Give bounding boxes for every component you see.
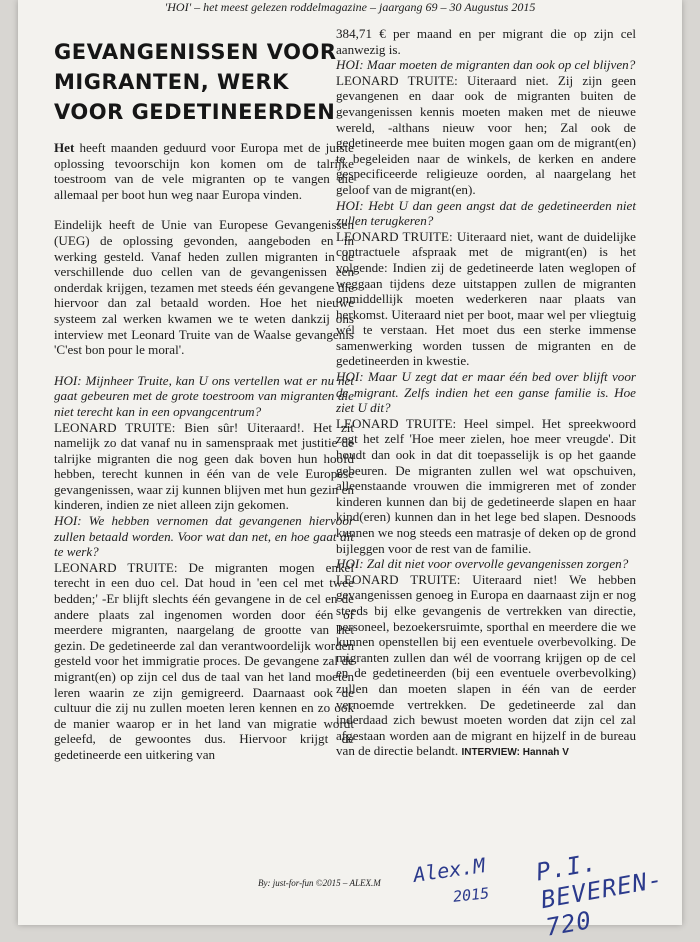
footer-byline: By: just-for-fun ©2015 – ALEX.M: [258, 878, 381, 888]
answer-4: LEONARD TRUITE: Uiteraard niet, want de duidelijke contractuele afspraak met de migrant(en) is het volgende: Indien zij de gedetineerde laten weglopen of weggaan tijdens deze uitstappen zullen de migranten onmiddellijk moeten wederkeren naar plaats van herkomst. Uiteraard niet per boot, maar wel per vliegtuig wél te verstaan. Het moet dus een sterke immense samenwerking worden tussen de migranten en de gedetineerden in kwestie.: [336, 228, 636, 369]
interview-credit: INTERVIEW: Hannah V: [461, 747, 569, 759]
magazine-page: [18, 0, 682, 942]
answer-2: LEONARD TRUITE: De migranten mogen enkel terecht in een duo cel. Dat houd in 'een cel met twee bedden;' -Er blijft slechts één gevangene in de cel en de andere plaats zal ingenomen worden door één of meerdere migranten, naargelang de grootte van het gezin. De gedetineerde zal dan verantwoordelijk worden gesteld voor het immigratie proces. De gevangene zal de migrant(en) op zijn cel dus de taal van het land moeten leren waarin ze zijn gemigreerd. Daarnaast ook de cultuur die zij nu zullen moeten leren kennen en zo ook de manier waarop er in het land van migratie wordt geleefd, de gewoontes dus. Hiervoor krijgt de gedetineerde een uitkering van: [54, 559, 354, 762]
continuation: 384,71 € per maand en per migrant die op zijn cel aanwezig is.: [336, 26, 636, 57]
masthead: 'HOI' – het meest gelezen roddelmagazine – jaargang 69 – 30 Augustus 2015: [164, 0, 536, 14]
headline: GEVANGENISSEN VOOR MIGRANTEN, WERK VOOR GEDETINEERDEN: [54, 40, 337, 124]
paragraph-2: Eindelijk heeft de Unie van Europese Gevangenissen (UEG) de oplossing gevonden, aangeboden en in werking gesteld. Vanaf heden zullen migranten in de verschillende duo cellen van de gevangenissen een onderdak krijgen, tezamen met steeds één gevangene die hiervoor dan zal betaald worden. Hoe het nieuwe systeem zal werken kwamen we te weten dankzij ons interview met Leonard Truite van de Waalse gevangenis 'C'est bon pour le moral'.: [54, 217, 354, 358]
left-column: [54, 140, 354, 763]
handwritten-tag: P.I. BEVEREN-720: [533, 848, 666, 942]
question-2: HOI: We hebben vernomen dat gevangenen hiervoor zullen betaald worden. Voor wat dan net, en hoe gaat dit te werk?: [54, 513, 354, 560]
question-1: HOI: Mijnheer Truite, kan U ons vertellen wat er nu net gaat gebeuren met de grote toestroom van migranten die niet terecht kan in een opvangcentrum?: [54, 372, 354, 419]
intro-lead: Het: [54, 140, 75, 155]
answer-1: LEONARD TRUITE: Bien sûr! Uiteraard!. Het zit namelijk zo dat vanaf nu in samenspraak met justitie de talrijke migranten die nog geen dak boven hun hoofd hebben, terecht kunnen in één van de vele Europese gevangenissen, waar zij kunnen blijven met hun gezin en kinderen, indien ze niet alleen zijn gekomen.: [54, 419, 354, 513]
handwritten-signature: Alex.M: [411, 853, 487, 887]
answer-3: LEONARD TRUITE: Uiteraard niet. Zij zijn geen gevangenen en daar ook de migranten buiten de gevangenissen kennis moeten maken met de nieuwe wereld, -althans nieuw voor hen; Zal ook de gedetineerde mee buiten mogen gaan om de migrant(en) te begeleiden naar de winkels, de kerken en andere gespecificeerde religieuze oorden, al naargelang het geloof van de migrant(en).: [336, 72, 636, 197]
handwritten-year: 2015: [452, 884, 490, 906]
intro-rest: heeft maanden geduurd voor Europa met de juiste oplossing tevoorschijn kon komen om de talrijke toestroom van de vele migranten op te vangen die allemaal per boot hun weg naar Europa vinden.: [54, 140, 354, 202]
intro-paragraph: [54, 140, 354, 202]
question-4: HOI: Hebt U dan geen angst dat de gedetineerden niet zullen terugkeren?: [336, 197, 636, 229]
answer-5: LEONARD TRUITE: Heel simpel. Het spreekwoord zegt het zelf 'Hoe meer zielen, hoe meer vreugde'. Dit houdt dan ook in dat dit toepasselijk is op het gaande gebeuren. De migranten zullen wel wat opschuiven, alleenstaande vrouwen die immigreren met of zonder kinderen kunnen dan bij de gedetineerde slapen en haar kind(eren) kunnen dan in het lege bed slapen. Desnoods kunnen we nog steeds een matrasje of deken op de grond bijleggen voor de rest van de familie.: [336, 415, 636, 556]
question-5: HOI: Maar U zegt dat er maar één bed over blijft voor de migrant. Zelfs indien het een ganse familie is. Hoe ziet U dit?: [336, 369, 636, 416]
question-3: HOI: Maar moeten de migranten dan ook op cel blijven?: [336, 57, 636, 73]
answer-6: [336, 572, 636, 761]
answer-6-text: LEONARD TRUITE: Uiteraard niet! We hebben gevangenissen genoeg in Europa en daarnaast zijn er nog steeds bij elke gevangenis de vertrekken van directie, personeel, bezoekersruimte, sporthal en meerdere die we kunnen openstellen bij een eventuele overbevolking. De migranten zullen dan wél de voorrang krijgen op de cel en de gedetineerden (bij een eventuele overbevolking) zullen dan moeten slapen in één van de eerder vernoemde vertrekken. De gedetineerde zal dan inderdaad zich bewust moeten worden dat zijn cel zal afgestaan worden aan de migrant en hijzelf in de bureau van de directie belandt.: [336, 571, 636, 759]
question-6: HOI: Zal dit niet voor overvolle gevangenissen zorgen?: [336, 556, 629, 572]
right-column: [336, 26, 636, 761]
